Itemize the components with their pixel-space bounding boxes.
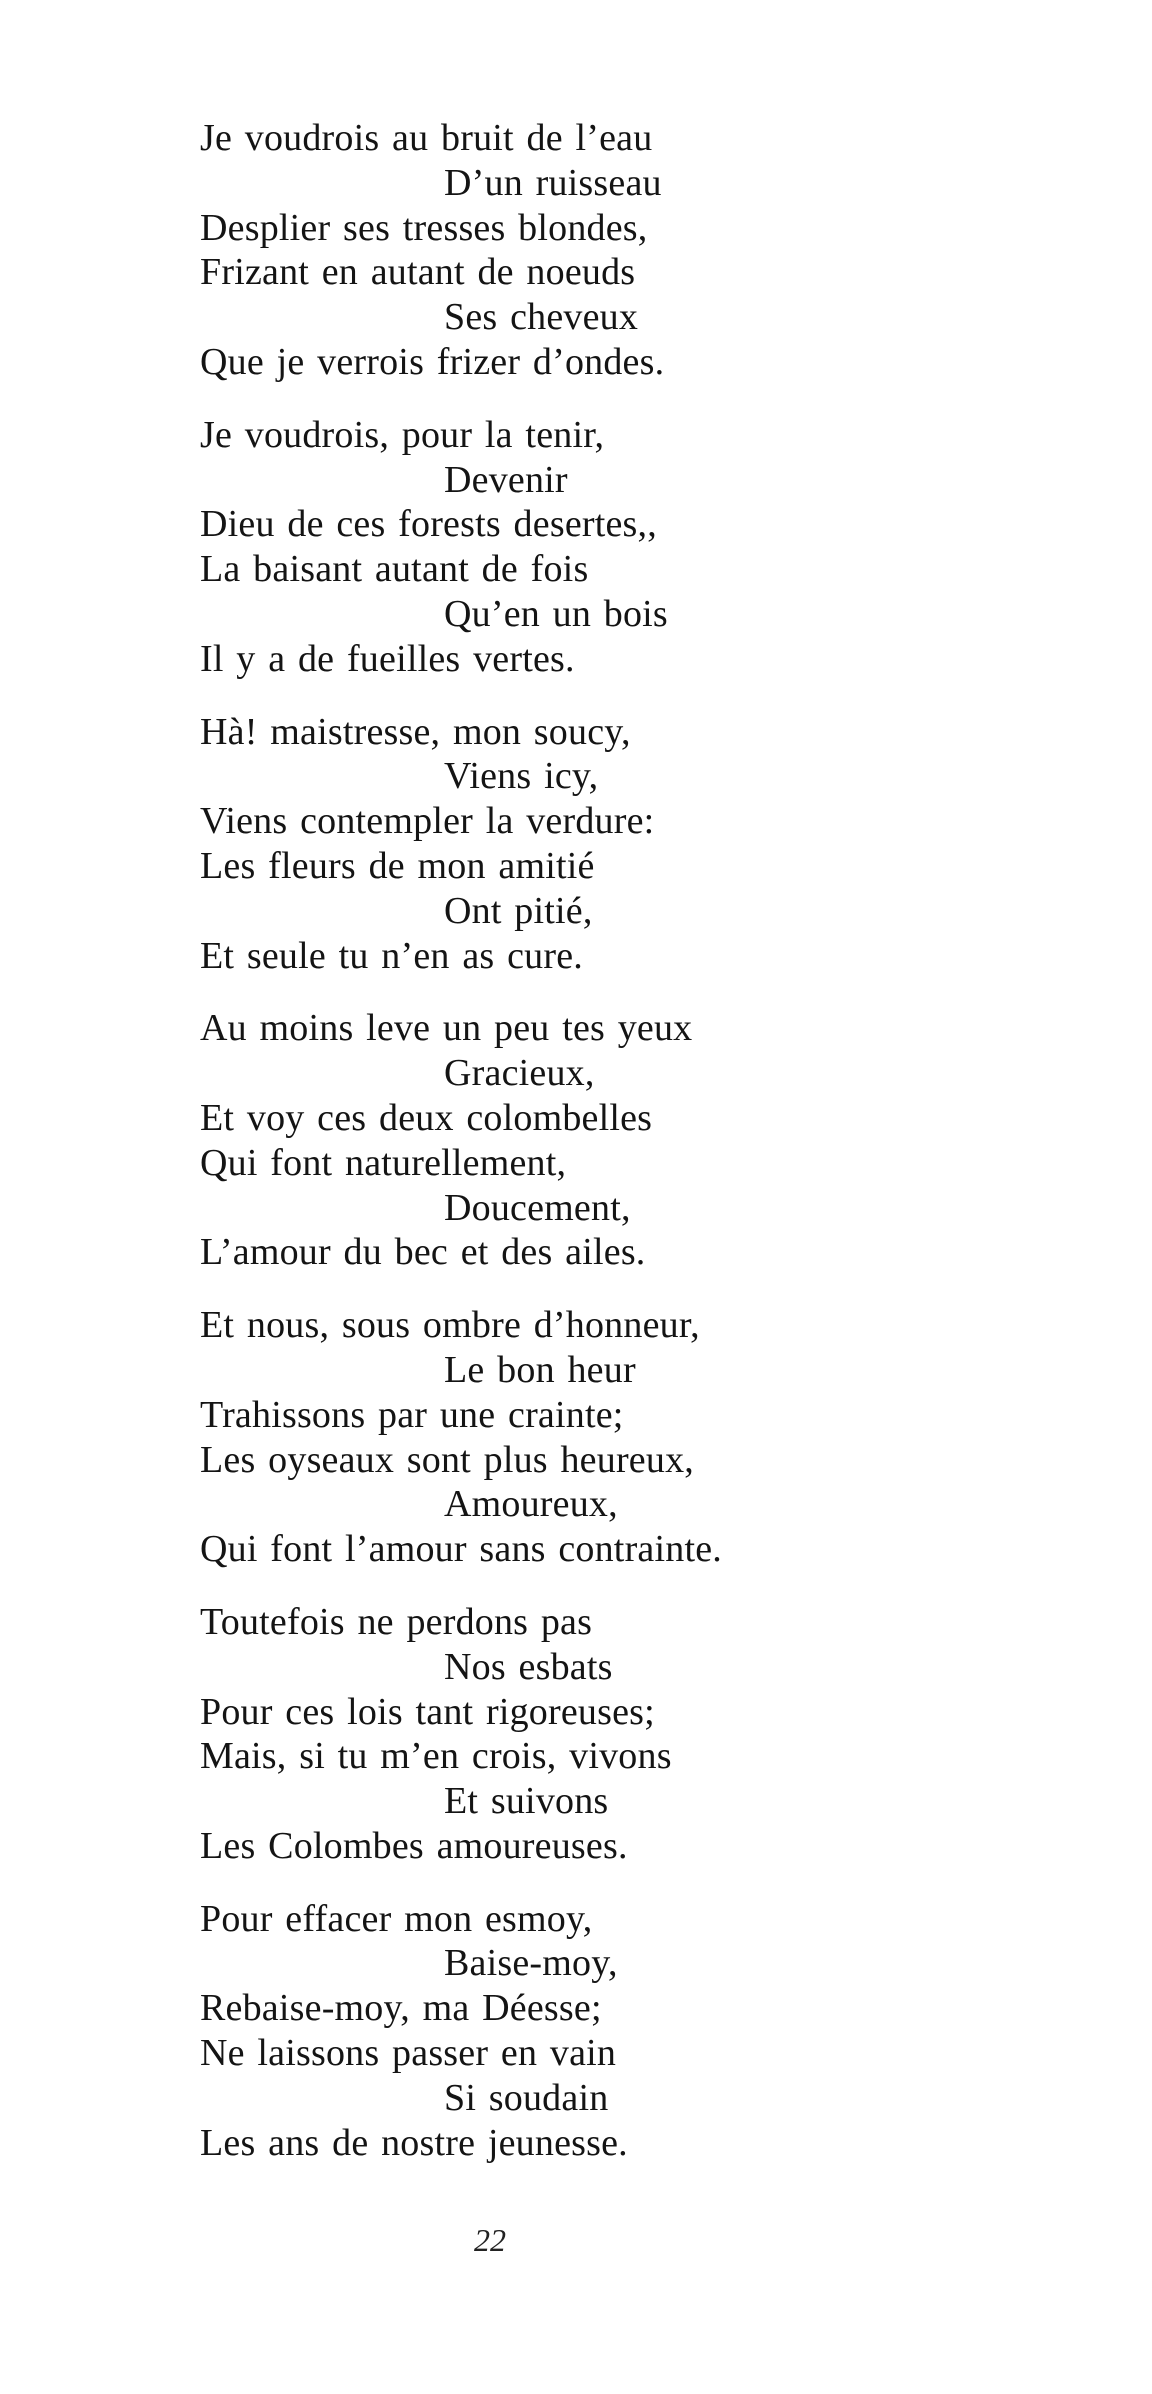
poem-line-indented: D’un ruisseau	[444, 161, 662, 204]
poem-line-indented: Qu’en un bois	[444, 592, 668, 635]
poem-line-indented: Et suivons	[444, 1780, 609, 1823]
poem-line: Mais, si tu m’en crois, vivons	[200, 1735, 672, 1778]
poem-line: L’amour du bec et des ailes.	[200, 1231, 646, 1274]
poem-line: Trahissons par une crainte;	[200, 1393, 624, 1436]
stanza	[200, 710, 1100, 979]
stanza	[200, 1600, 1100, 1869]
poem-line: Et nous, sous ombre d’honneur,	[200, 1304, 700, 1347]
poem-line-indented: Gracieux,	[444, 1052, 595, 1095]
poem-line: Les ans de nostre jeunesse.	[200, 2121, 628, 2164]
poem-line: Rebaise-moy, ma Déesse;	[200, 1987, 602, 2030]
poem-line: Qui font l’amour sans contrainte.	[200, 1528, 722, 1571]
poem-line: Pour effacer mon esmoy,	[200, 1897, 593, 1940]
poem-line: Pour ces lois tant rigoreuses;	[200, 1690, 655, 1733]
stanza	[200, 1303, 1100, 1572]
poem-line: Toutefois ne perdons pas	[200, 1600, 593, 1643]
poem-line: Les oyseaux sont plus heureux,	[200, 1438, 694, 1481]
poem-line: Il y a de fueilles vertes.	[200, 637, 575, 680]
stanza	[200, 413, 1100, 682]
poem	[200, 116, 1100, 2193]
poem-line: Hà! maistresse, mon soucy,	[200, 710, 631, 753]
poem-line: Et voy ces deux colombelles	[200, 1096, 653, 1139]
poem-line: Au moins leve un peu tes yeux	[200, 1007, 693, 1050]
poem-line-indented: Viens icy,	[444, 755, 599, 798]
poem-line: Les fleurs de mon amitié	[200, 844, 595, 887]
poem-line: Viens contempler la verdure:	[200, 800, 655, 843]
stanza	[200, 116, 1100, 385]
poem-line-indented: Baise-moy,	[444, 1942, 618, 1985]
poem-line: Que je verrois frizer d’ondes.	[200, 340, 665, 383]
poem-line-indented: Amoureux,	[444, 1483, 618, 1526]
poem-line-indented: Devenir	[444, 458, 568, 501]
poem-line: Frizant en autant de noeuds	[200, 251, 636, 294]
poem-line-indented: Doucement,	[444, 1186, 631, 1229]
poem-line-indented: Ont pitié,	[444, 889, 593, 932]
stanza	[200, 1897, 1100, 2166]
poem-line: Qui font naturellement,	[200, 1141, 567, 1184]
page-number: 22	[474, 2222, 506, 2258]
poem-line-indented: Nos esbats	[444, 1645, 613, 1688]
poem-line: Ne laissons passer en vain	[200, 2032, 617, 2075]
poem-line: Je voudrois au bruit de l’eau	[200, 117, 653, 159]
poem-line: Les Colombes amoureuses.	[200, 1824, 628, 1867]
poem-line-indented: Le bon heur	[444, 1348, 636, 1391]
poem-line: Et seule tu n’en as cure.	[200, 934, 583, 977]
poem-line-indented: Si soudain	[444, 2076, 609, 2119]
poem-line-indented: Ses cheveux	[444, 296, 639, 339]
poem-line: Je voudrois, pour la tenir,	[200, 413, 605, 456]
poem-line: Desplier ses tresses blondes,	[200, 206, 648, 249]
stanza	[200, 1006, 1100, 1275]
poem-line: La baisant autant de fois	[200, 548, 589, 591]
poem-line: Dieu de ces forests desertes,,	[200, 503, 657, 546]
